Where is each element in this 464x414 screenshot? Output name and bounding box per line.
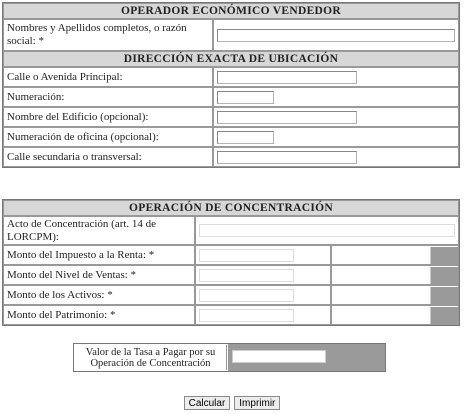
calle-input[interactable]: [217, 71, 357, 84]
edificio-input[interactable]: [217, 111, 357, 124]
calle-label: Calle o Avenida Principal:: [3, 67, 213, 87]
patrimonio-input[interactable]: [199, 309, 294, 322]
edificio-label: Nombre del Edificio (opcional):: [3, 107, 213, 127]
tasa-result-cell: [228, 344, 385, 371]
operacion-section: [2, 199, 460, 326]
calle-cell: [213, 67, 459, 87]
ventas-result-grey: [431, 267, 458, 284]
button-bar: [0, 396, 464, 410]
impuesto-input[interactable]: [199, 249, 294, 262]
ventas-result-field: [332, 267, 431, 284]
imprimir-button[interactable]: Imprimir: [234, 396, 280, 410]
secundaria-cell: [213, 147, 459, 167]
activos-result-field: [332, 287, 431, 304]
tasa-label: Valor de la Tasa a Pagar por su Operación de Concentración: [75, 345, 227, 370]
patrimonio-cell: [195, 305, 331, 325]
activos-input[interactable]: [199, 289, 294, 302]
secundaria-label: Calle secundaria o transversal:: [3, 147, 213, 167]
numeracion-cell: [213, 87, 459, 107]
impuesto-result-field: [332, 247, 431, 264]
direccion-title: DIRECCIÓN EXACTA DE UBICACIÓN: [3, 51, 459, 67]
acto-select[interactable]: [199, 224, 455, 237]
activos-cell: [195, 285, 331, 305]
activos-result-grey: [431, 287, 458, 304]
ventas-input[interactable]: [199, 269, 294, 282]
nombres-input[interactable]: [217, 29, 455, 42]
operacion-title: OPERACIÓN DE CONCENTRACIÓN: [3, 200, 459, 216]
activos-label: Monto de los Activos: *: [3, 285, 195, 305]
nombres-cell: [213, 19, 459, 51]
impuesto-label: Monto del Impuesto a la Renta: *: [3, 245, 195, 265]
oficina-label: Numeración de oficina (opcional):: [3, 127, 213, 147]
ventas-result-cell: [331, 265, 459, 285]
acto-cell: [195, 216, 459, 245]
edificio-cell: [213, 107, 459, 127]
patrimonio-result-field: [332, 307, 431, 324]
tasa-result-field: [232, 350, 326, 363]
calcular-button[interactable]: Calcular: [184, 396, 231, 410]
oficina-input[interactable]: [217, 131, 274, 144]
activos-result-cell: [331, 285, 459, 305]
numeracion-label: Numeración:: [3, 87, 213, 107]
impuesto-result-cell: [331, 245, 459, 265]
patrimonio-result-cell: [331, 305, 459, 325]
operador-section: [2, 2, 460, 168]
nombres-label: Nombres y Apellidos completos, o razón social: *: [3, 19, 213, 51]
oficina-cell: [213, 127, 459, 147]
impuesto-cell: [195, 245, 331, 265]
ventas-cell: [195, 265, 331, 285]
operador-title: OPERADOR ECONÓMICO VENDEDOR: [3, 3, 459, 19]
acto-label: Acto de Concentración (art. 14 de LORCPM):: [3, 216, 195, 245]
patrimonio-result-grey: [431, 307, 458, 324]
patrimonio-label: Monto del Patrimonio: *: [3, 305, 195, 325]
secundaria-input[interactable]: [217, 151, 357, 164]
impuesto-result-grey: [431, 247, 458, 264]
tasa-box: [73, 343, 386, 372]
ventas-label: Monto del Nivel de Ventas: *: [3, 265, 195, 285]
numeracion-input[interactable]: [217, 91, 274, 104]
